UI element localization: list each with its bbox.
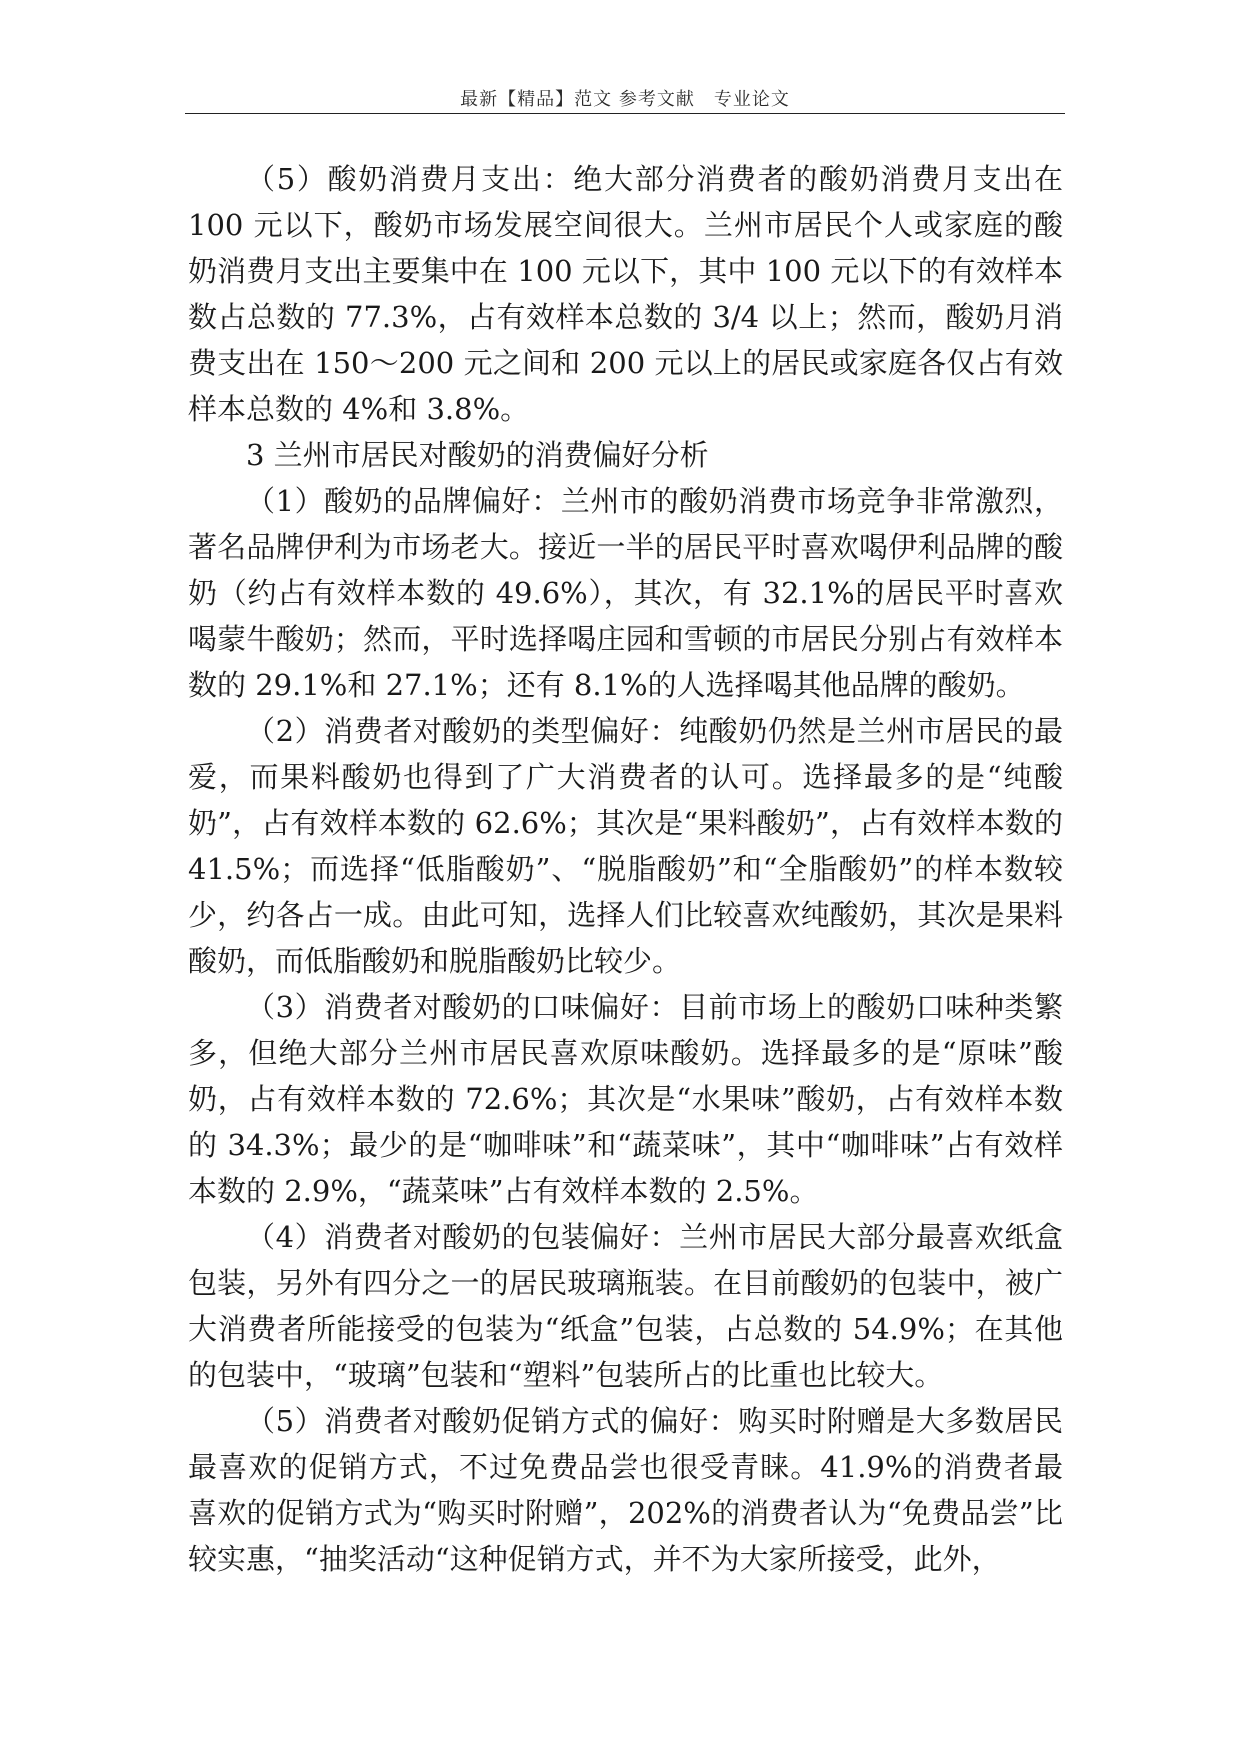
paragraph-monthly-spending: （5）酸奶消费月支出：绝大部分消费者的酸奶消费月支出在 100 元以下，酸奶市场发展空间很大。兰州市居民个人或家庭的酸奶消费月支出主要集中在 100 元以下，其中 100 元以下的有效样本数占总数的 77.3%，占有效样本总数的 3/4 以上；然而，酸奶月消费支出在 150～200 元之间和 200 元以上的居民或家庭各仅占有效样本总数的 4%和 3.8%。: [188, 162, 1063, 426]
paragraph-type-preference: （2）消费者对酸奶的类型偏好：纯酸奶仍然是兰州市居民的最爱，而果料酸奶也得到了广大消费者的认可。选择最多的是“纯酸奶”，占有效样本数的 62.6%；其次是“果料酸奶”，占有效样本数的 41.5%；而选择“低脂酸奶”、“脱脂酸奶”和“全脂酸奶”的样本数较少，约各占一成。由此可知，选择人们比较喜欢纯酸奶，其次是果料酸奶，而低脂酸奶和脱脂酸奶比较少。: [188, 714, 1063, 978]
document-body: [188, 156, 1063, 1582]
paragraph-promotion-preference: （5）消费者对酸奶促销方式的偏好：购买时附赠是大多数居民最喜欢的促销方式，不过免费品尝也很受青睐。41.9%的消费者最喜欢的促销方式为“购买时附赠”，202%的消费者认为“免费品尝”比较实惠，“抽奖活动“这种促销方式，并不为大家所接受，此外，: [188, 1404, 1063, 1576]
paragraph-packaging-preference: （4）消费者对酸奶的包装偏好：兰州市居民大部分最喜欢纸盒包装，另外有四分之一的居民玻璃瓶装。在目前酸奶的包装中，被广大消费者所能接受的包装为“纸盒”包装，占总数的 54.9%；在其他的包装中，“玻璃”包装和“塑料”包装所占的比重也比较大。: [188, 1220, 1063, 1392]
paragraph-flavor-preference: （3）消费者对酸奶的口味偏好：目前市场上的酸奶口味种类繁多，但绝大部分兰州市居民喜欢原味酸奶。选择最多的是“原味”酸奶，占有效样本数的 72.6%；其次是“水果味”酸奶，占有效样本数的 34.3%；最少的是“咖啡味”和“蔬菜味”，其中“咖啡味”占有效样本数的 2.9%，“蔬菜味”占有效样本数的 2.5%。: [188, 990, 1063, 1208]
page-header: 最新【精品】范文 参考文献 专业论文: [460, 89, 790, 110]
header-divider: [185, 113, 1065, 114]
section-heading: 3 兰州市居民对酸奶的消费偏好分析: [246, 438, 709, 472]
paragraph-brand-preference: （1）酸奶的品牌偏好：兰州市的酸奶消费市场竞争非常激烈，著名品牌伊利为市场老大。接近一半的居民平时喜欢喝伊利品牌的酸奶（约占有效样本数的 49.6%），其次，有 32.1%的居民平时喜欢喝蒙牛酸奶；然而，平时选择喝庄园和雪顿的市居民分别占有效样本数的 29.1%和 27.1%；还有 8.1%的人选择喝其他品牌的酸奶。: [188, 484, 1063, 702]
